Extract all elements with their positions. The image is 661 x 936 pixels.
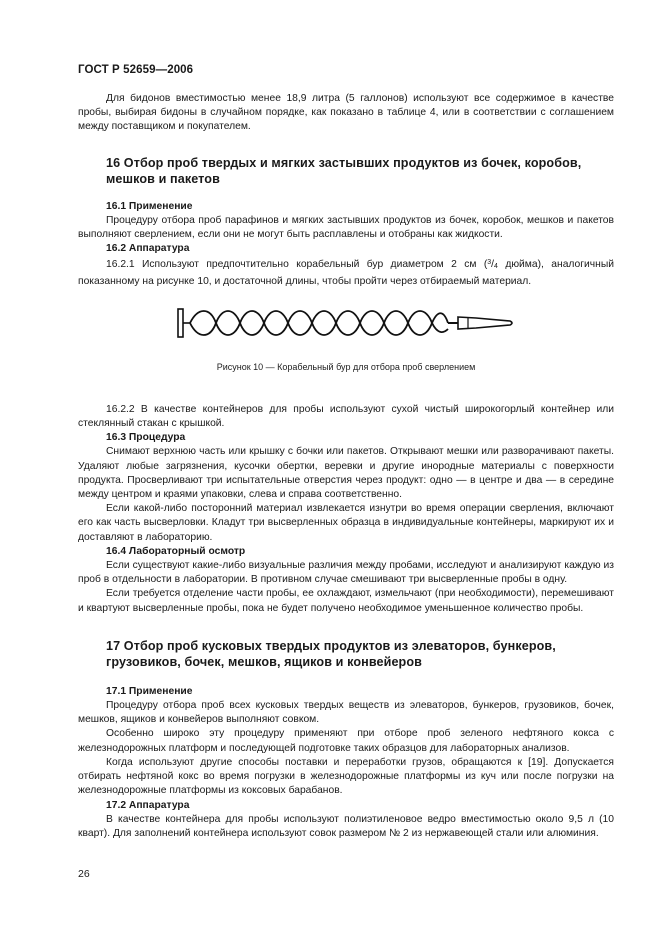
section-16-heading: 16 Отбор проб твердых и мягких застывших продуктов из бочек, коробов, мешков и пакетов (106, 155, 582, 187)
subsection-17-1-para-1: Процедуру отбора проб всех кусковых твердых веществ из элеваторов, бункеров, грузовиков, бочек, мешков, ящиков и конвейеров выполняют совком. (78, 700, 614, 726)
subsection-16-3-heading: 16.3 Процедура (106, 432, 186, 444)
subsection-16-3-para-1: Снимают верхнюю часть или крышку с бочки или пакетов. Открывают мешки или разворачивают пакеты. Удаляют любые загрязнения, кусочки обертки, веревки и другие инородные материалы с поверхности продукта. Просверливают три испытательные отверстия через продукт: одно — в центре и два — в середине между центром и краями упаковки, слева и справа соответственно. (78, 446, 614, 501)
document-header: ГОСТ Р 52659—2006 (78, 64, 194, 76)
subsection-16-4-para-2: Если требуется отделение части пробы, ее охлаждают, измельчают (при необходимости), перемешивают и квартуют высверленные пробы, пока не будет получено необходимое уменьшенное количество пробы. (78, 588, 614, 614)
subsection-17-1-para-2: Особенно широко эту процедуру применяют при отборе проб зеленого нефтяного кокса с железнодорожных платформ и последующей подготовке таких образцов для лабораторных анализов. (78, 728, 614, 754)
figure-10-caption: Рисунок 10 — Корабельный бур для отбора проб сверлением (216, 361, 476, 372)
subsection-17-2-para-1: В качестве контейнера для пробы используют полиэтиленовое ведро вместимостью около 9,5 л (10 кварт). Для заполнений контейнера используют совок размером № 2 из нержавеющей стали или алюминия. (78, 813, 614, 839)
subsection-16-1-heading: 16.1 Применение (106, 200, 193, 212)
clause-16-2-2-text: 16.2.2 В качестве контейнеров для пробы используют сухой чистый широкогорлый контейнер или стеклянный стакан с крышкой. (78, 403, 614, 430)
subsection-16-4-para-1: Если существуют какие-либо визуальные различия между пробами, исследуют и анализируют каждую из проб в отдельности в лаборатории. В противном случае смешивают три высверленные пробы в одну. (78, 560, 614, 586)
intro-paragraph: Для бидонов вместимостью менее 18,9 литра (5 галлонов) используют все содержимое в качестве пробы, выбирая бидоны в случайном порядке, как показано в таблице 4, или в соответствии с соглашением между поставщиком и покупателем. (78, 93, 614, 133)
page-content (78, 92, 614, 841)
subsection-16-1-text: Процедуру отбора проб парафинов и мягких застывших продуктов из бочек, коробок, мешков и пакетов выполняют сверлением, если они не могут быть расплавлены и отобраны как жидкости. (78, 214, 614, 241)
clause-16-2-1-text: 16.2.1 Используют предпочтительно корабельный бур диаметром 2 см ($^3$/4 дюйма), аналогичный показанному на рисунке 10, и достаточной длины, чтобы пройти через отбираемый материал. (78, 259, 614, 287)
ship-auger-drawing (176, 301, 516, 345)
subsection-17-2-heading: 17.2 Аппаратура (106, 799, 190, 811)
subsection-17-1-para-3: Когда используют другие способы поставки и переработки грузов, обращаются к [19]. Допускается отбирать нефтяной кокс во время погрузки в железнодорожные платформы из куч или после погрузки на железнодорожные платформы из коксовых барабанов. (78, 756, 614, 797)
subsection-16-2-heading: 16.2 Аппаратура (106, 243, 190, 255)
subsection-16-3-para-2: Если какой-либо посторонний материал извлекается изнутри во время операции сверления, включают его как часть высверловки. Кладут три высверленных образца в индивидуальные контейнеры, маркируют их и доставляют в лабораторию. (78, 503, 614, 543)
subsection-17-1-heading: 17.1 Применение (106, 685, 193, 697)
figure-10 (78, 297, 614, 361)
subsection-16-4-heading: 16.4 Лабораторный осмотр (106, 545, 246, 557)
section-17-heading: 17 Отбор проб кусковых твердых продуктов из элеваторов, бункеров, грузовиков, бочек, мешков, ящиков и конвейеров (106, 638, 556, 670)
page-number: 26 (78, 868, 90, 880)
